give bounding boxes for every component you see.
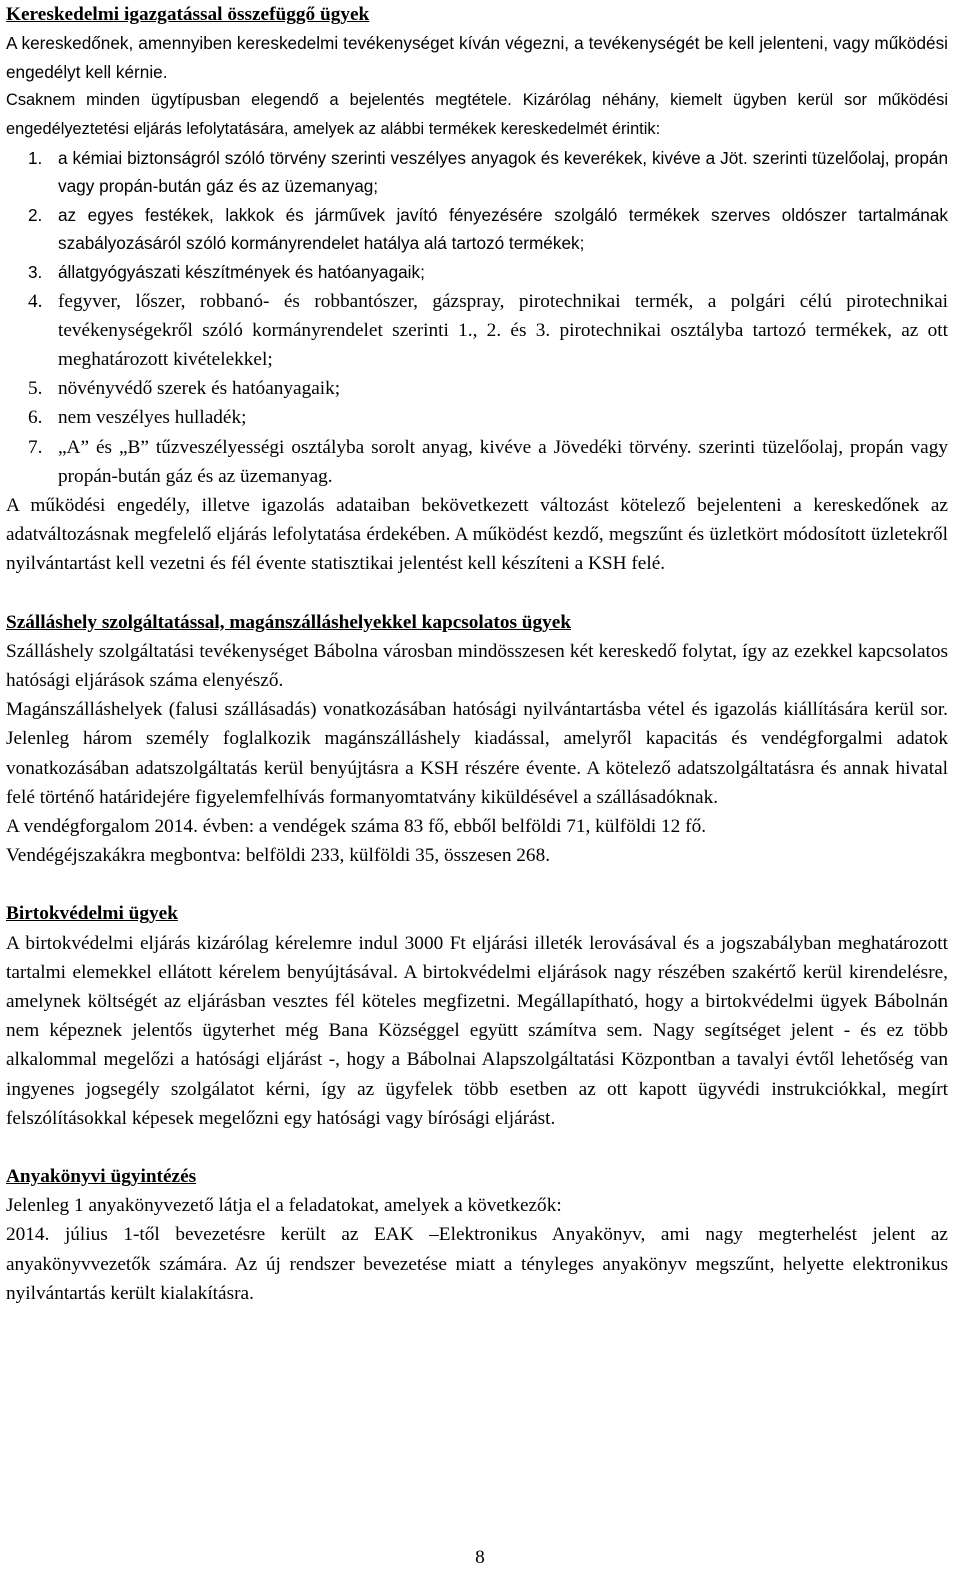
list-item-number: 1. [28,147,43,168]
list-item [6,403,948,432]
trade-intro-paragraph-2: Csaknem minden ügytípusban elegendő a bejelentés megtétele. Kizárólag néhány, kiemelt ügyben kerül sor működési engedélyeztetési eljárás lefolytatására, amelyek az alábbi termékek kereskedelmét érintik: [6,91,948,138]
list-item-text: állatgyógyászati készítmények és hatóanyagaik; [58,261,425,282]
list-item-number: 7. [28,436,43,458]
trade-closing-paragraph: A működési engedély, illetve igazolás adataiban bekövetkezett változást kötelező bejelenteni a kereskedőnek az adatváltozásnak megfelelő eljárás lefolytatása érdekében. A működést kezdő, megszűnt és üzletkört módosított üzletekről nyilvántartást kell vezetni és fél évente statisztikai jelentést kell készíteni a KSH felé. [6,494,948,575]
section-heading-property: Birtokvédelmi ügyek [6,903,178,925]
lodging-night-stats: Vendégéjszakákra megbontva: belföldi 233, külföldi 35, összesen 268. [6,845,551,867]
section-spacer [6,1133,948,1162]
list-item [6,433,948,491]
list-item-text: fegyver, lőszer, robbanó- és robbantószer, gázspray, pirotechnikai termék, a polgári célú pirotechnikai tevékenységekről szóló kormányrendelet szerinti 1., 2. és 3. pirotechnikai osztályba tartozó termékek, az ott meghatározott kivételekkel; [58,290,948,370]
property-paragraph: A birtokvédelmi eljárás kizárólag kérelemre indul 3000 Ft eljárási illeték lerovásával és a jogszabályban meghatározott tartalmi elemekkel ellátott kérelem benyújtásával. A birtokvédelmi eljárások nagy részében szakértő kerül kirendelésre, amelynek költségét az eljárásban vesztes fél köteles megfizetni. Megállapítható, hogy a birtokvédelmi ügyek Bábolnán nem képeznek jelentős ügyterhet még Bana Községgel együtt számítva sem. Nagy segítséget jelent - és ez több alkalommal megelőzi a hatósági eljárást -, hogy a Bábolnai Alapszolgáltatási Központban a tavalyi évtől lehetőség van ingyenes jogsegély szolgálatot kérni, így az ügyfelek több esetben az ott kapott ügyvédi instrukciókkal, megírt felszólításokkal képesek megelőzni egy hatósági vagy bírósági eljárást. [6,932,948,1129]
lodging-guest-stats: A vendégforgalom 2014. évben: a vendégek száma 83 fő, ebből belföldi 71, külföldi 12 fő. [6,816,707,837]
section-heading-lodging: Szálláshely szolgáltatással, magánszálláshelyekkel kapcsolatos ügyek [6,611,572,633]
section-spacer [6,870,948,899]
list-item [6,201,948,258]
lodging-paragraph: Magánszálláshelyek (falusi szállásadás) vonatkozásában hatósági nyilvántartásba vétel és igazolás kiállítására kerül sor. Jelenleg három személy foglalkozik magánszálláshely kiadással, amelyről kapacitás és vendégforgalmi adatok vonatkozásában adatszolgáltatás kerül benyújtásra a KSH részére évente. A kötelező adatszolgáltatásra és annak hivatal felé történő határidejére figyelemfelhívás formanyomtatvány kiküldésével a szállásadóknak. [6,699,948,808]
list-item-number: 3. [28,261,43,282]
section-spacer [6,579,948,608]
list-item-text: „A” és „B” tűzveszélyességi osztályba sorolt anyag, kivéve a Jövedéki törvény. szerinti tüzelőolaj, propán vagy propán-bután gáz és az üzemanyag. [58,436,948,487]
list-item [6,374,948,403]
list-item-number: 4. [28,290,43,312]
list-item-number: 6. [28,407,43,429]
list-item-text: az egyes festékek, lakkok és járművek javító fényezésére szolgáló termékek szerves oldószer tartalmának szabályozásáról szóló kormányrendelet hatálya alá tartozó termékek; [58,204,948,254]
registry-paragraph: Jelenleg 1 anyakönyvezető látja el a feladatokat, amelyek a következők: [6,1195,562,1217]
trade-intro-paragraph: A kereskedőnek, amennyiben kereskedelmi tevékenységet kíván végezni, a tevékenységét be kell jelenteni, vagy működési engedélyt kell kérnie. [6,33,948,82]
lodging-paragraph: Szálláshely szolgáltatási tevékenységet Bábolna városban mindösszesen két kereskedő folytat, így az ezekkel kapcsolatos hatósági eljárások száma elenyésző. [6,640,948,691]
page-number: 8 [475,1547,485,1568]
registry-paragraph: 2014. július 1-től bevezetésre került az EAK –Elektronikus Anyakönyv, ami nagy megterhelést jelent az anyakönyvvezetők számára. Az új rendszer bevezetése miatt a tényleges anyakönyv megszűnt, helyette elektronikus nyilvántartás került kialakításra. [6,1224,948,1304]
list-item-text: a kémiai biztonságról szóló törvény szerinti veszélyes anyagok és keverékek, kivéve a Jöt. szerinti tüzelőolaj, propán vagy propán-bután gáz és az üzemanyag; [58,147,948,197]
document-body [6,0,948,1308]
list-item [6,287,948,375]
list-item-number: 2. [28,204,43,225]
trade-product-list [6,144,948,491]
list-item [6,258,948,287]
list-item-number: 5. [28,378,43,400]
section-heading-registry: Anyakönyvi ügyintézés [6,1166,197,1188]
list-item-text: növényvédő szerek és hatóanyagaik; [58,378,341,400]
list-item [6,144,948,201]
list-item-text: nem veszélyes hulladék; [58,407,247,429]
section-heading-trade: Kereskedelmi igazgatással összefüggő ügyek [6,4,370,25]
